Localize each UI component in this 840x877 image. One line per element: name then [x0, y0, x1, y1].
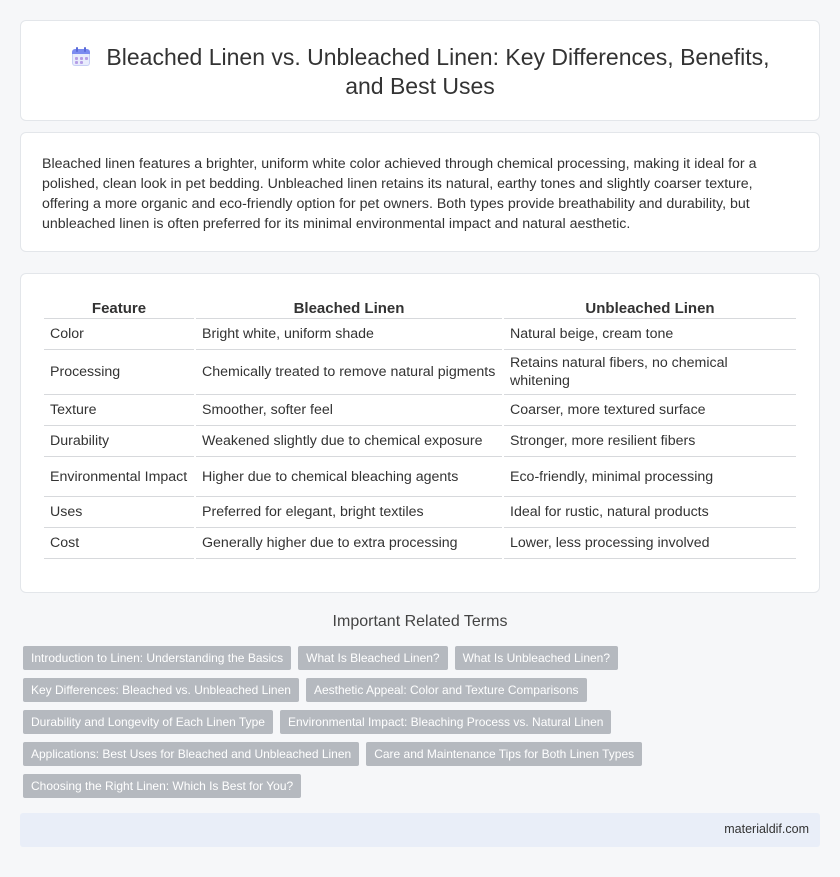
calendar-icon: [70, 46, 92, 68]
page-title-text: Bleached Linen vs. Unbleached Linen: Key Differences, Benefits, and Best Uses: [106, 44, 770, 99]
table-cell: Durability: [44, 426, 194, 457]
table-row: [44, 426, 796, 457]
related-terms-list: [23, 646, 813, 806]
related-term-tag[interactable]: Aesthetic Appeal: Color and Texture Comparisons: [306, 678, 587, 702]
table-cell: Generally higher due to extra processing: [196, 528, 502, 559]
table-cell: Chemically treated to remove natural pigments: [196, 350, 502, 395]
table-cell: Coarser, more textured surface: [504, 395, 796, 426]
table-cell: Color: [44, 319, 194, 350]
table-cell: Uses: [44, 497, 194, 528]
related-term-tag[interactable]: Environmental Impact: Bleaching Process vs. Natural Linen: [280, 710, 612, 734]
table-cell: Environmental Impact: [44, 457, 194, 497]
table-row: [44, 497, 796, 528]
related-term-tag[interactable]: Durability and Longevity of Each Linen Type: [23, 710, 273, 734]
header-card: [20, 20, 820, 121]
column-header: Feature: [44, 296, 194, 319]
intro-card: [20, 132, 820, 252]
table-cell: Eco-friendly, minimal processing: [504, 457, 796, 497]
table-cell: Bright white, uniform shade: [196, 319, 502, 350]
column-header: Unbleached Linen: [504, 296, 796, 319]
related-term-tag[interactable]: Applications: Best Uses for Bleached and Unbleached Linen: [23, 742, 359, 766]
related-term-tag[interactable]: What Is Bleached Linen?: [298, 646, 447, 670]
intro-paragraph: Bleached linen features a brighter, uniform white color achieved through chemical processing, making it ideal for a polished, clean look in pet bedding. Unbleached linen retains its natural, earthy tones and slightly coarser texture, offering a more organic and eco-friendly option for pet owners. Both types provide breathability and durability, but unbleached linen is often preferred for its minimal environmental impact and natural aesthetic.: [42, 156, 757, 232]
related-term-tag[interactable]: Care and Maintenance Tips for Both Linen Types: [366, 742, 642, 766]
related-terms-heading: Important Related Terms: [332, 613, 508, 630]
page-title: [21, 43, 819, 101]
table-cell: Smoother, softer feel: [196, 395, 502, 426]
table-cell: Stronger, more resilient fibers: [504, 426, 796, 457]
table-row: [44, 350, 796, 395]
table-row: [44, 528, 796, 559]
table-cell: Higher due to chemical bleaching agents: [196, 457, 502, 497]
table-row: [44, 319, 796, 350]
site-name[interactable]: materialdif.com: [724, 822, 809, 836]
table-cell: Lower, less processing involved: [504, 528, 796, 559]
footer-bar: [20, 813, 820, 847]
related-term-tag[interactable]: Introduction to Linen: Understanding the Basics: [23, 646, 291, 670]
table-cell: Texture: [44, 395, 194, 426]
table-cell: Natural beige, cream tone: [504, 319, 796, 350]
related-term-tag[interactable]: Choosing the Right Linen: Which Is Best for You?: [23, 774, 301, 798]
table-cell: Retains natural fibers, no chemical whitening: [504, 350, 796, 395]
comparison-table: [42, 296, 798, 559]
table-row: [44, 457, 796, 497]
comparison-card: [20, 273, 820, 593]
related-term-tag[interactable]: What Is Unbleached Linen?: [455, 646, 618, 670]
table-row: [44, 395, 796, 426]
related-term-tag[interactable]: Key Differences: Bleached vs. Unbleached Linen: [23, 678, 299, 702]
column-header: Bleached Linen: [196, 296, 502, 319]
table-cell: Processing: [44, 350, 194, 395]
table-cell: Ideal for rustic, natural products: [504, 497, 796, 528]
table-cell: Weakened slightly due to chemical exposure: [196, 426, 502, 457]
table-header-row: [44, 296, 796, 319]
table-cell: Preferred for elegant, bright textiles: [196, 497, 502, 528]
table-cell: Cost: [44, 528, 194, 559]
